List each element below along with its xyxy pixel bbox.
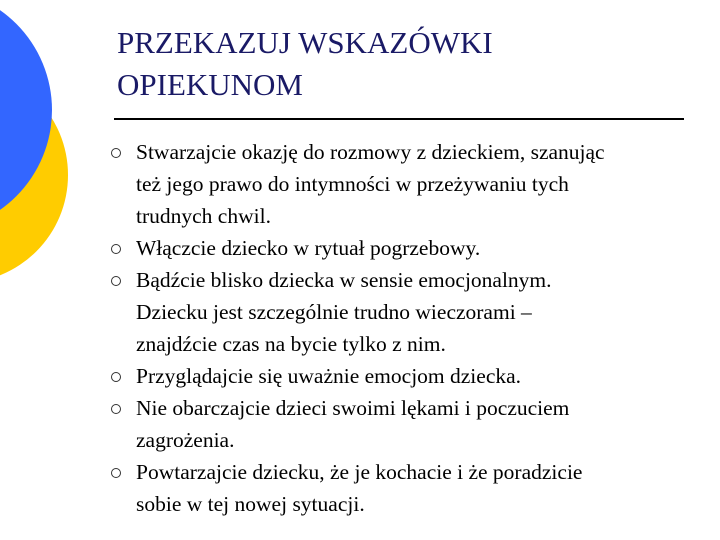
- bullet-item: [108, 360, 688, 392]
- bullet-text-line: też jego prawo do intymności w przeżywaniu tych: [136, 172, 569, 196]
- bullet-text-line: zagrożenia.: [136, 428, 235, 452]
- bullet-text-line: Przyglądajcie się uważnie emocjom dziecka.: [136, 364, 522, 388]
- title-divider: [114, 118, 684, 120]
- bullet-text-line: sobie w tej nowej sytuacji.: [136, 492, 365, 516]
- bullet-item: [108, 232, 688, 264]
- hollow-circle-bullet-icon: [111, 148, 121, 158]
- bullet-item: [108, 392, 688, 456]
- hollow-circle-bullet-icon: [111, 244, 121, 254]
- hollow-circle-bullet-icon: [111, 276, 121, 286]
- slide-title-line-2: OPIEKUNOM: [117, 67, 303, 102]
- slide-title: [117, 22, 677, 106]
- bullet-item: [108, 456, 688, 520]
- bullet-list: [108, 136, 688, 520]
- bullet-text-line: Powtarzajcie dziecku, że je kochacie i że poradzicie: [136, 460, 583, 484]
- hollow-circle-bullet-icon: [111, 372, 121, 382]
- bullet-text-line: Dziecku jest szczególnie trudno wieczorami –: [136, 300, 532, 324]
- hollow-circle-bullet-icon: [111, 404, 121, 414]
- bullet-item: [108, 136, 688, 232]
- bullet-text-line: Nie obarczajcie dzieci swoimi lękami i poczuciem: [136, 396, 570, 420]
- bullet-text-line: Bądźcie blisko dziecka w sensie emocjonalnym.: [136, 268, 552, 292]
- bullet-text-line: Stwarzajcie okazję do rozmowy z dzieckiem, szanując: [136, 140, 605, 164]
- bullet-text-line: znajdźcie czas na bycie tylko z nim.: [136, 332, 446, 356]
- hollow-circle-bullet-icon: [111, 468, 121, 478]
- bullet-item: [108, 264, 688, 360]
- bullet-text-line: trudnych chwil.: [136, 204, 271, 228]
- slide-title-line-1: PRZEKAZUJ WSKAZÓWKI: [117, 25, 493, 60]
- bullet-text-line: Włączcie dziecko w rytuał pogrzebowy.: [136, 236, 481, 260]
